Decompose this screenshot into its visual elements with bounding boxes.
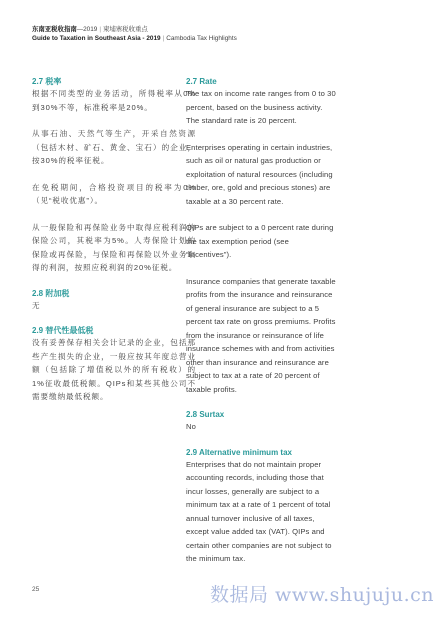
header-line-english (32, 34, 237, 43)
chinese-column (32, 76, 196, 417)
header-cn-section: 柬埔寨税收重点 (103, 26, 148, 33)
paragraph: 根据不同类型的业务活动，所得税率从0%到30%不等，标准税率是20%。 (32, 89, 196, 112)
section-heading-surtax: 2.8 Surtax (186, 410, 225, 419)
section-heading-rate-cn: 2.7 税率 (32, 77, 62, 86)
paragraph: 从一般保险和再保险业务中取得应税利润的保险公司，其税率为5%。人寿保险计划的保险或再保险，与保险和再保险以外业务取得的利润，按照应税利润的20%征税。 (32, 222, 196, 272)
watermark-text: 数据局 www.shujuju.cn (210, 584, 435, 606)
paragraph: No (186, 422, 196, 431)
section-heading-rate: 2.7 Rate (186, 77, 217, 86)
header-cn-year: —2019 (76, 26, 98, 33)
paragraph: QIPs are subject to a 0 percent rate during the tax exemption period (see “Incentives”). (186, 223, 334, 259)
paragraph: Enterprises operating in certain industries, such as oil or natural gas production or exploitation of natural resources (including timber, ore, gold and precious stones) are taxable at a 30 percent rate. (186, 142, 333, 206)
english-column (186, 76, 336, 579)
header-separator: | (162, 35, 165, 42)
section-heading-surtax-cn: 2.8 附加税 (32, 288, 70, 298)
section-heading-amt-cn: 2.9 替代性最低税 (32, 326, 94, 335)
header-en-section: Cambodia Tax Highlights (166, 35, 237, 42)
header-en-guide-title: Guide to Taxation in Southeast Asia - 2019 (32, 35, 161, 42)
paragraph: 在免税期间，合格投资项目的税率为0%（见“税收优惠”）。 (32, 182, 196, 205)
section-heading-amt: 2.9 Alternative minimum tax (186, 447, 292, 457)
paragraph: The tax on income rate ranges from 0 to 30 percent, based on the business activity. The standard rate is 20 percent. (186, 89, 336, 125)
header-cn-guide-title: 东南亚税收指南 (32, 26, 77, 33)
paragraph: 从事石油、天然气等生产，开采自然资源（包括木材、矿石、黄金、宝石）的企业，按30%的税率征税。 (32, 129, 196, 165)
running-header (32, 25, 237, 43)
header-line-chinese (32, 25, 237, 34)
header-separator: | (99, 26, 102, 33)
page-number: 25 (32, 586, 40, 593)
paragraph: Enterprises that do not maintain proper accounting records, including those that incur losses, generally are subject to a minimum tax at a rate of 1 percent of total annual turnover inclusive of all taxes, except value added tax (VAT). QIPs and certain other companies are not subject to the minimum tax. (186, 459, 332, 563)
paragraph: Insurance companies that generate taxable profits from the insurance and reinsurance of general insurance are subject to a 5 percent tax rate on gross premiums. Profits from the insurance or reinsurance of life insurance schemes with and from activities other than insurance and reinsurance are subject to tax at a rate of 20 percent of taxable profits. (186, 276, 336, 394)
paragraph: 没有妥善保存相关会计记录的企业，包括那些产生损失的企业，一般应按其年度总营业额（包括除了增值税以外的所有税收）的1%征收最低税额。QIPs和某些其他公司不需要缴纳最低税额。 (32, 338, 196, 401)
paragraph: 无 (32, 300, 41, 310)
